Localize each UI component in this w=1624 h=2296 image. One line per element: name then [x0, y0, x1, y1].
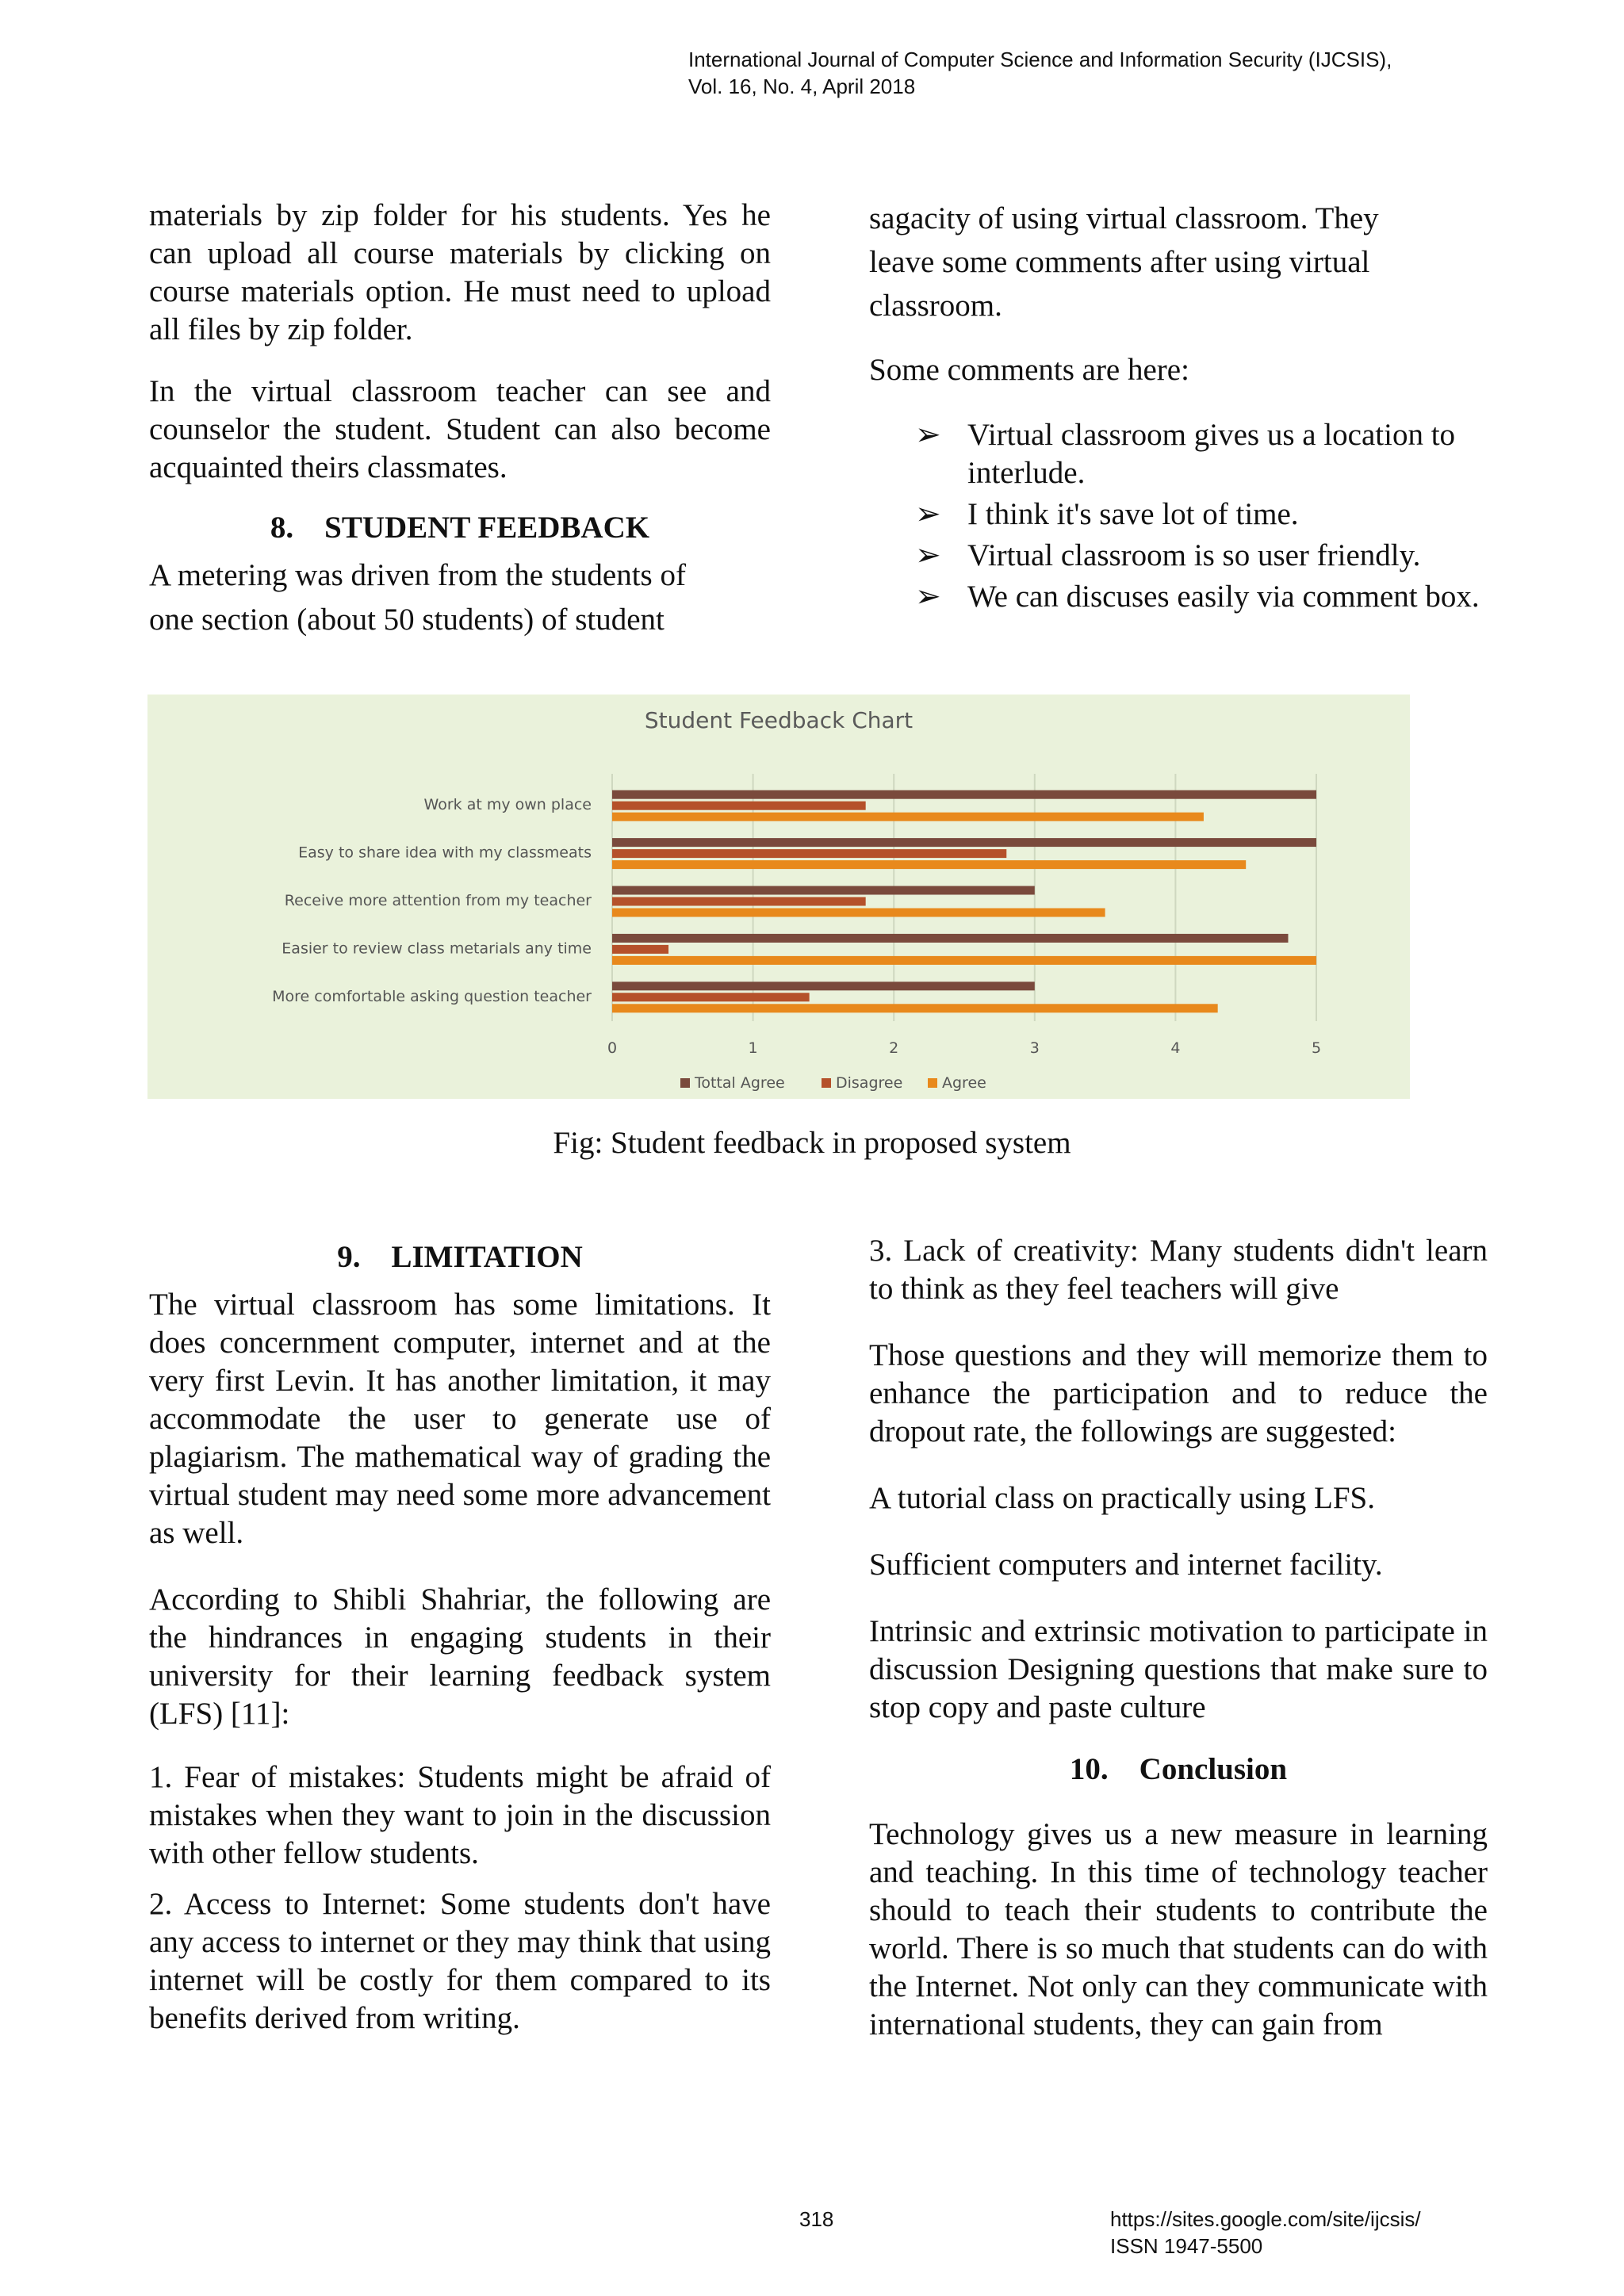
journal-title: International Journal of Computer Science and Information Security (IJCSIS),	[688, 48, 1392, 71]
paragraph: 3. Lack of creativity: Many students didn't learn to think as they feel teachers will give	[869, 1234, 1488, 1306]
x-tick-label: 3	[1029, 1039, 1040, 1057]
bar-disagree	[612, 945, 668, 954]
paragraph: The virtual classroom has some limitations. It does concernment computer, internet and at the very first Levin. It has another limitation, it may accommodate the user to generate use of plagiarism. The mathematical way of grading the virtual student may need some more advancement as well.	[149, 1288, 771, 1550]
category-label: Work at my own place	[423, 796, 592, 814]
legend-entry: Disagree	[836, 1074, 903, 1092]
paragraph: Technology gives us a new measure in learning and teaching. In this time of technology teacher should to teach their students to contribute the world. There is so much that students can do with the Internet. Not only can they communicate with international students, they can gain from	[869, 1817, 1488, 2042]
chart-svg	[147, 695, 1410, 1099]
category-label: Easy to share idea with my classmeats	[298, 844, 592, 862]
bar-tottal-agree	[612, 838, 1316, 847]
paragraph: According to Shibli Shahriar, the following are the hindrances in engaging students in their university for their learning feedback system (LFS) [11]:	[149, 1582, 771, 1731]
bar-tottal-agree	[612, 790, 1316, 799]
category-label: More comfortable asking question teacher	[272, 987, 592, 1005]
section-heading-conclusion: 10. Conclusion	[1069, 1752, 1288, 1786]
paragraph: Sufficient computers and internet facility.	[869, 1548, 1383, 1582]
chart-legend	[680, 1074, 986, 1092]
x-tick-label: 1	[748, 1039, 758, 1057]
legend-swatch	[928, 1078, 937, 1088]
bar-disagree	[612, 802, 866, 810]
bar-agree	[612, 1004, 1218, 1012]
x-tick-label: 2	[889, 1039, 899, 1057]
legend-entry: Agree	[942, 1074, 986, 1092]
bar-tottal-agree	[612, 886, 1035, 895]
list-item: ➢ Virtual classroom gives us a location to interlude.	[915, 418, 1456, 490]
section-heading-limitation: 9. LIMITATION	[337, 1240, 583, 1274]
category-label: Easier to review class metarials any time	[282, 939, 592, 958]
paragraph: sagacity of using virtual classroom. They leave some comments after using virtual classroom.	[869, 201, 1379, 323]
section-heading-student-feedback: 8. STUDENT FEEDBACK	[270, 511, 650, 545]
comment-list	[869, 416, 1496, 616]
x-tick-label: 0	[607, 1039, 618, 1057]
paragraph: 2. Access to Internet: Some students don't have any access to internet or they may think that using internet will be costly for them compared to its benefits derived from writing.	[149, 1887, 771, 2035]
bar-tottal-agree	[612, 982, 1035, 990]
x-tick-label: 5	[1311, 1039, 1322, 1057]
student-feedback-chart	[147, 695, 1410, 1099]
paragraph: Some comments are here:	[869, 353, 1189, 387]
legend-entry: Tottal Agree	[695, 1074, 785, 1092]
chart-bars	[612, 790, 1316, 1013]
footer-issn: ISSN 1947-5500	[1110, 2234, 1263, 2258]
bar-agree	[612, 813, 1204, 821]
page-number: 318	[799, 2207, 834, 2231]
legend-swatch	[822, 1078, 831, 1088]
bar-disagree	[612, 849, 1006, 858]
running-header	[688, 46, 1561, 100]
paragraph: 1. Fear of mistakes: Students might be afraid of mistakes when they want to join in the discussion with other fellow students.	[149, 1760, 771, 1870]
arrow-bullet-icon: ➢	[915, 580, 941, 614]
bar-disagree	[612, 993, 810, 1001]
chart-x-ticks	[607, 1039, 1321, 1057]
paragraph: Those questions and they will memorize them to enhance the participation and to reduce the dropout rate, the followings are suggested:	[869, 1338, 1488, 1448]
chart-category-labels	[272, 796, 592, 1005]
bottom-left-column	[149, 1238, 771, 2066]
x-tick-label: 4	[1170, 1039, 1181, 1057]
arrow-bullet-icon: ➢	[915, 538, 941, 572]
list-item: ➢ I think it's save lot of time.	[869, 496, 1496, 534]
top-right-column	[869, 197, 1496, 619]
journal-volume: Vol. 16, No. 4, April 2018	[688, 75, 916, 98]
chart-title: Student Feedback Chart	[644, 707, 914, 733]
bar-tottal-agree	[612, 934, 1288, 943]
paragraph: materials by zip folder for his students. Yes he can upload all course materials by clicking on course materials option. He must need to upload all files by zip folder.	[149, 198, 771, 346]
arrow-bullet-icon: ➢	[915, 418, 941, 452]
bar-agree	[612, 956, 1316, 965]
bar-disagree	[612, 897, 866, 906]
paragraph: A metering was driven from the students of one section (about 50 students) of student	[149, 558, 686, 637]
list-item: ➢ Virtual classroom is so user friendly.	[869, 537, 1496, 575]
legend-swatch	[680, 1078, 690, 1088]
list-item: ➢ We can discuses easily via comment box.	[869, 578, 1496, 616]
paragraph: A tutorial class on practically using LFS.	[869, 1481, 1375, 1515]
top-left-column	[149, 197, 771, 671]
arrow-bullet-icon: ➢	[915, 497, 941, 531]
footer-url: https://sites.google.com/site/ijcsis/	[1110, 2207, 1421, 2231]
bar-agree	[612, 909, 1105, 917]
figure-caption: Fig: Student feedback in proposed system	[553, 1126, 1071, 1160]
bar-agree	[612, 860, 1246, 869]
category-label: Receive more attention from my teacher	[284, 892, 592, 909]
paragraph: Intrinsic and extrinsic motivation to participate in discussion Designing questions that make sure to stop copy and paste culture	[869, 1614, 1488, 1724]
paragraph: In the virtual classroom teacher can see and counselor the student. Student can also become acquainted theirs classmates.	[149, 374, 771, 484]
bottom-right-column	[869, 1232, 1488, 2072]
